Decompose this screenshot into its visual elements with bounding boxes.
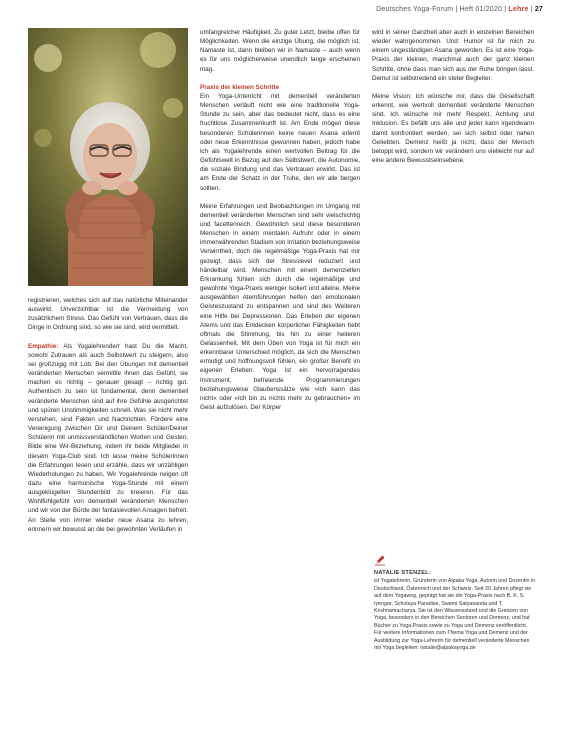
publication-label: Deutsches Yoga-Forum | Heft 01/2020 |: [376, 6, 507, 13]
author-box: [374, 570, 536, 652]
author-name: NATALIE STENZEL:: [374, 570, 432, 576]
section-label: Lehre: [508, 6, 529, 13]
pencil-icon: [374, 554, 386, 566]
text-column-1: [28, 296, 188, 543]
paragraph: Ein Yoga-Unterricht mit dementiell veränderten Menschen verläuft nicht wie eine traditionelle Yoga-Stunde zu sein, aber das bedeutet nicht, dass es eine fruchtlose Zusammenkunft ist. Am Ende mögen diese besonderen Schülerinnen keine neuen Asana erlernt oder neue Erkenntnisse gewonnen haben, jedoch habe ich als Yogalehrende einen wertvollen Beitrag für die Gefühlswelt in Bezug auf den Selbstwert, die Autonomie, die soziale Bindung und das Vertrauen erwirkt. Das ist am Ende der Schatz in der Truhe, den wir alle bergen sollten.: [200, 92, 360, 192]
paragraph-text: Als Yogalehrende/r hast Du die Macht, sowohl Zutrauen als auch Selbstwert zu steigern, also sei großzügig mit Lob. Bei den Übungen mit dementiell veränderten Menschen vermittle ihnen das Gefühl, sie machen es richtig – genauer gesagt – richtig gut. Authentisch zu sein ist fundamental, denn dementiell veränderte Menschen sind auf ihre Gefühle ausgerichtet und spüren Unstimmigkeiten schnell. Was sie nicht mehr verstehen, sind Fakten und Nachrichten. Fördere eine Vereinigung zwischen Dir und Deinem Schüler/Deiner Schülerin mit unmissverständlichen Worten und Gesten. Bilde eine Wir-Beziehung, indem ihr beide Mitglieder in diesem Yoga-Club sind. Ich lasse meine Schülerinnen die Erfahrungen lesen und erzähle, dass wir unzähligen Wiederholungen zu haben. Wir Yogalehrende neigen oft dazu eine harmonische Yoga-Stunde mit einem ausgeklügelten Stundenbild zu kreieren. Für das Wohlfühlgefühl von dementiell veränderten Menschen und wir von der Bürde der fantasievollen Ansagen befreit. An Stelle von immer wieder neue Asana zu lehren, erinnern wir bewusst an die bei gewohnten Verläufen in: [28, 342, 188, 533]
photo-elderly-woman-smiling: [28, 28, 188, 286]
paragraph: wird in seiner Ganzheit aber auch in einzelnen Bereichen wieder wahrgenommen. Und: Humor ist für mich zu einem ungeständigen Asana geworden. Es ist eine Yoga-Praxis der kleinen, manchmal auch der ganz kleinen Schritte, ohne dass man sich aus der Ruhe bringen lässt. Demut ist selbstredend ein steter Begleiter.: [372, 29, 534, 82]
text-column-2: [200, 28, 360, 421]
author-bio: ist Yogalehrerin, Gründerin von Alpaka Yoga, Autorin und Dozentin in Deutschland, Österreich und der Schweiz. Seit 20 Jahren pflegt sie auf dem Yogaweg, geprägt hat sie die Yoga-Praxis nach B. K. S. Iyengar, Scholaya Paradise, Swami Satyananda und T. Krishnamacharya. Sie ist den Wissensstand und die Grenzen von Yoga, besonders in den Bereichen Senioren und Demenz, und hat Bücher zu Yoga-Praxis sowie zu Yoga und Demenz veröffentlicht. Für weitere Informationen zum Thema Yoga und Demenz und der Ausbildung zur Yoga-Lehrerin für dementiell veränderte Menschen mit Yoga begleiten: natalie@alpakayoga.de: [374, 578, 536, 652]
paragraph-empathie: [28, 342, 188, 534]
paragraph: Meine Vision: Ich wünsche mir, dass die Gesellschaft erkennt, wie wertvoll dementiell veränderte Menschen sind. Ich wünsche mir mehr Respekt, Achtung und Inklusion. Es befällt uns alle und jeder kann irgendwann damit konfrontiert werden, sei sich selbst oder nahen Geliebten. Demenz heißt ja nicht, dass der Mensch betoppt wird, sondern wir verändern uns vielleicht nur auf eine andere Bewusstseinsebene.: [372, 92, 534, 165]
photo-illustration: [28, 28, 188, 286]
lead-term: Empathie:: [28, 342, 59, 350]
text-column-3: [372, 28, 534, 174]
section-subheading: Praxis der kleinen Schritte: [200, 83, 280, 91]
page-number: 27: [534, 6, 543, 13]
header-separator: |: [530, 6, 533, 13]
paragraph: registrieren, welches sich auf das natürliche Miteinander auswirkt. Unverzichtbar ist die Vermeidung von zusätzlichem Stress. Das Gefühl von Vertrauen, dass die Dinge in Ordnung sind, so wie sie sind, wird vermittelt.: [28, 297, 188, 332]
paragraph: Meine Erfahrungen und Beobachtungen im Umgang mit dementiell veränderten Menschen sind sehr vielschichtig und facettenreich. Gewöhnlich sind diese besonderen Menschen in einem mentalen Aufruhr oder in einem immerwährenden Stadium von Irritation beziehungsweise Verwirrtheit, doch die regelmäßige Yoga-Praxis hat mir gezeigt, dass sich der Stresslevel reduziert und händelbar wird. Menschen mit einem demenziellen Erkrankung fühlen sich durch die regelmäßige und gewohnte Yoga-Praxis weniger isoliert und alleine. Meine ausgewählten Atemführungen helfen den emotionalen Geisteszustand zu entspannen und sind des Weiteren eine Hilfe bei Depressionen. Das Erleben der eigenen Atems und das Entdecken körperlicher Fähigkeiten hebt oftmals die Stimmung, bis hin zu einer heiteren Gelassenheit. Mit dem Üben von Yoga ist für mich ein erkennbarer Unterschied möglich, da sich die Menschen ermutigt und hoffnungsvoll fühlen, ein großer Benefit im eigenen Erleben. Yoga ist ein hervorragendes Instrument, befreiende Programmierungen beziehungsweise Glaubenssätze wie »Ich kann das nicht« oder »Ich bin zu nichts mehr zu gebrauchen« im Geist aufzulösen. Der Körper: [200, 202, 360, 412]
paragraph: umfangreicher Häufigkeit. Zu guter Letzt, bleibe offen für Möglichkeiten. Wenn die einzige Übung, die möglich ist, Namaste ist, dann bleiben wir in Namaste – auch wenn es für uns möglicherweise unendlich lange erscheinen mag.: [200, 29, 360, 73]
page-header: [376, 6, 543, 13]
